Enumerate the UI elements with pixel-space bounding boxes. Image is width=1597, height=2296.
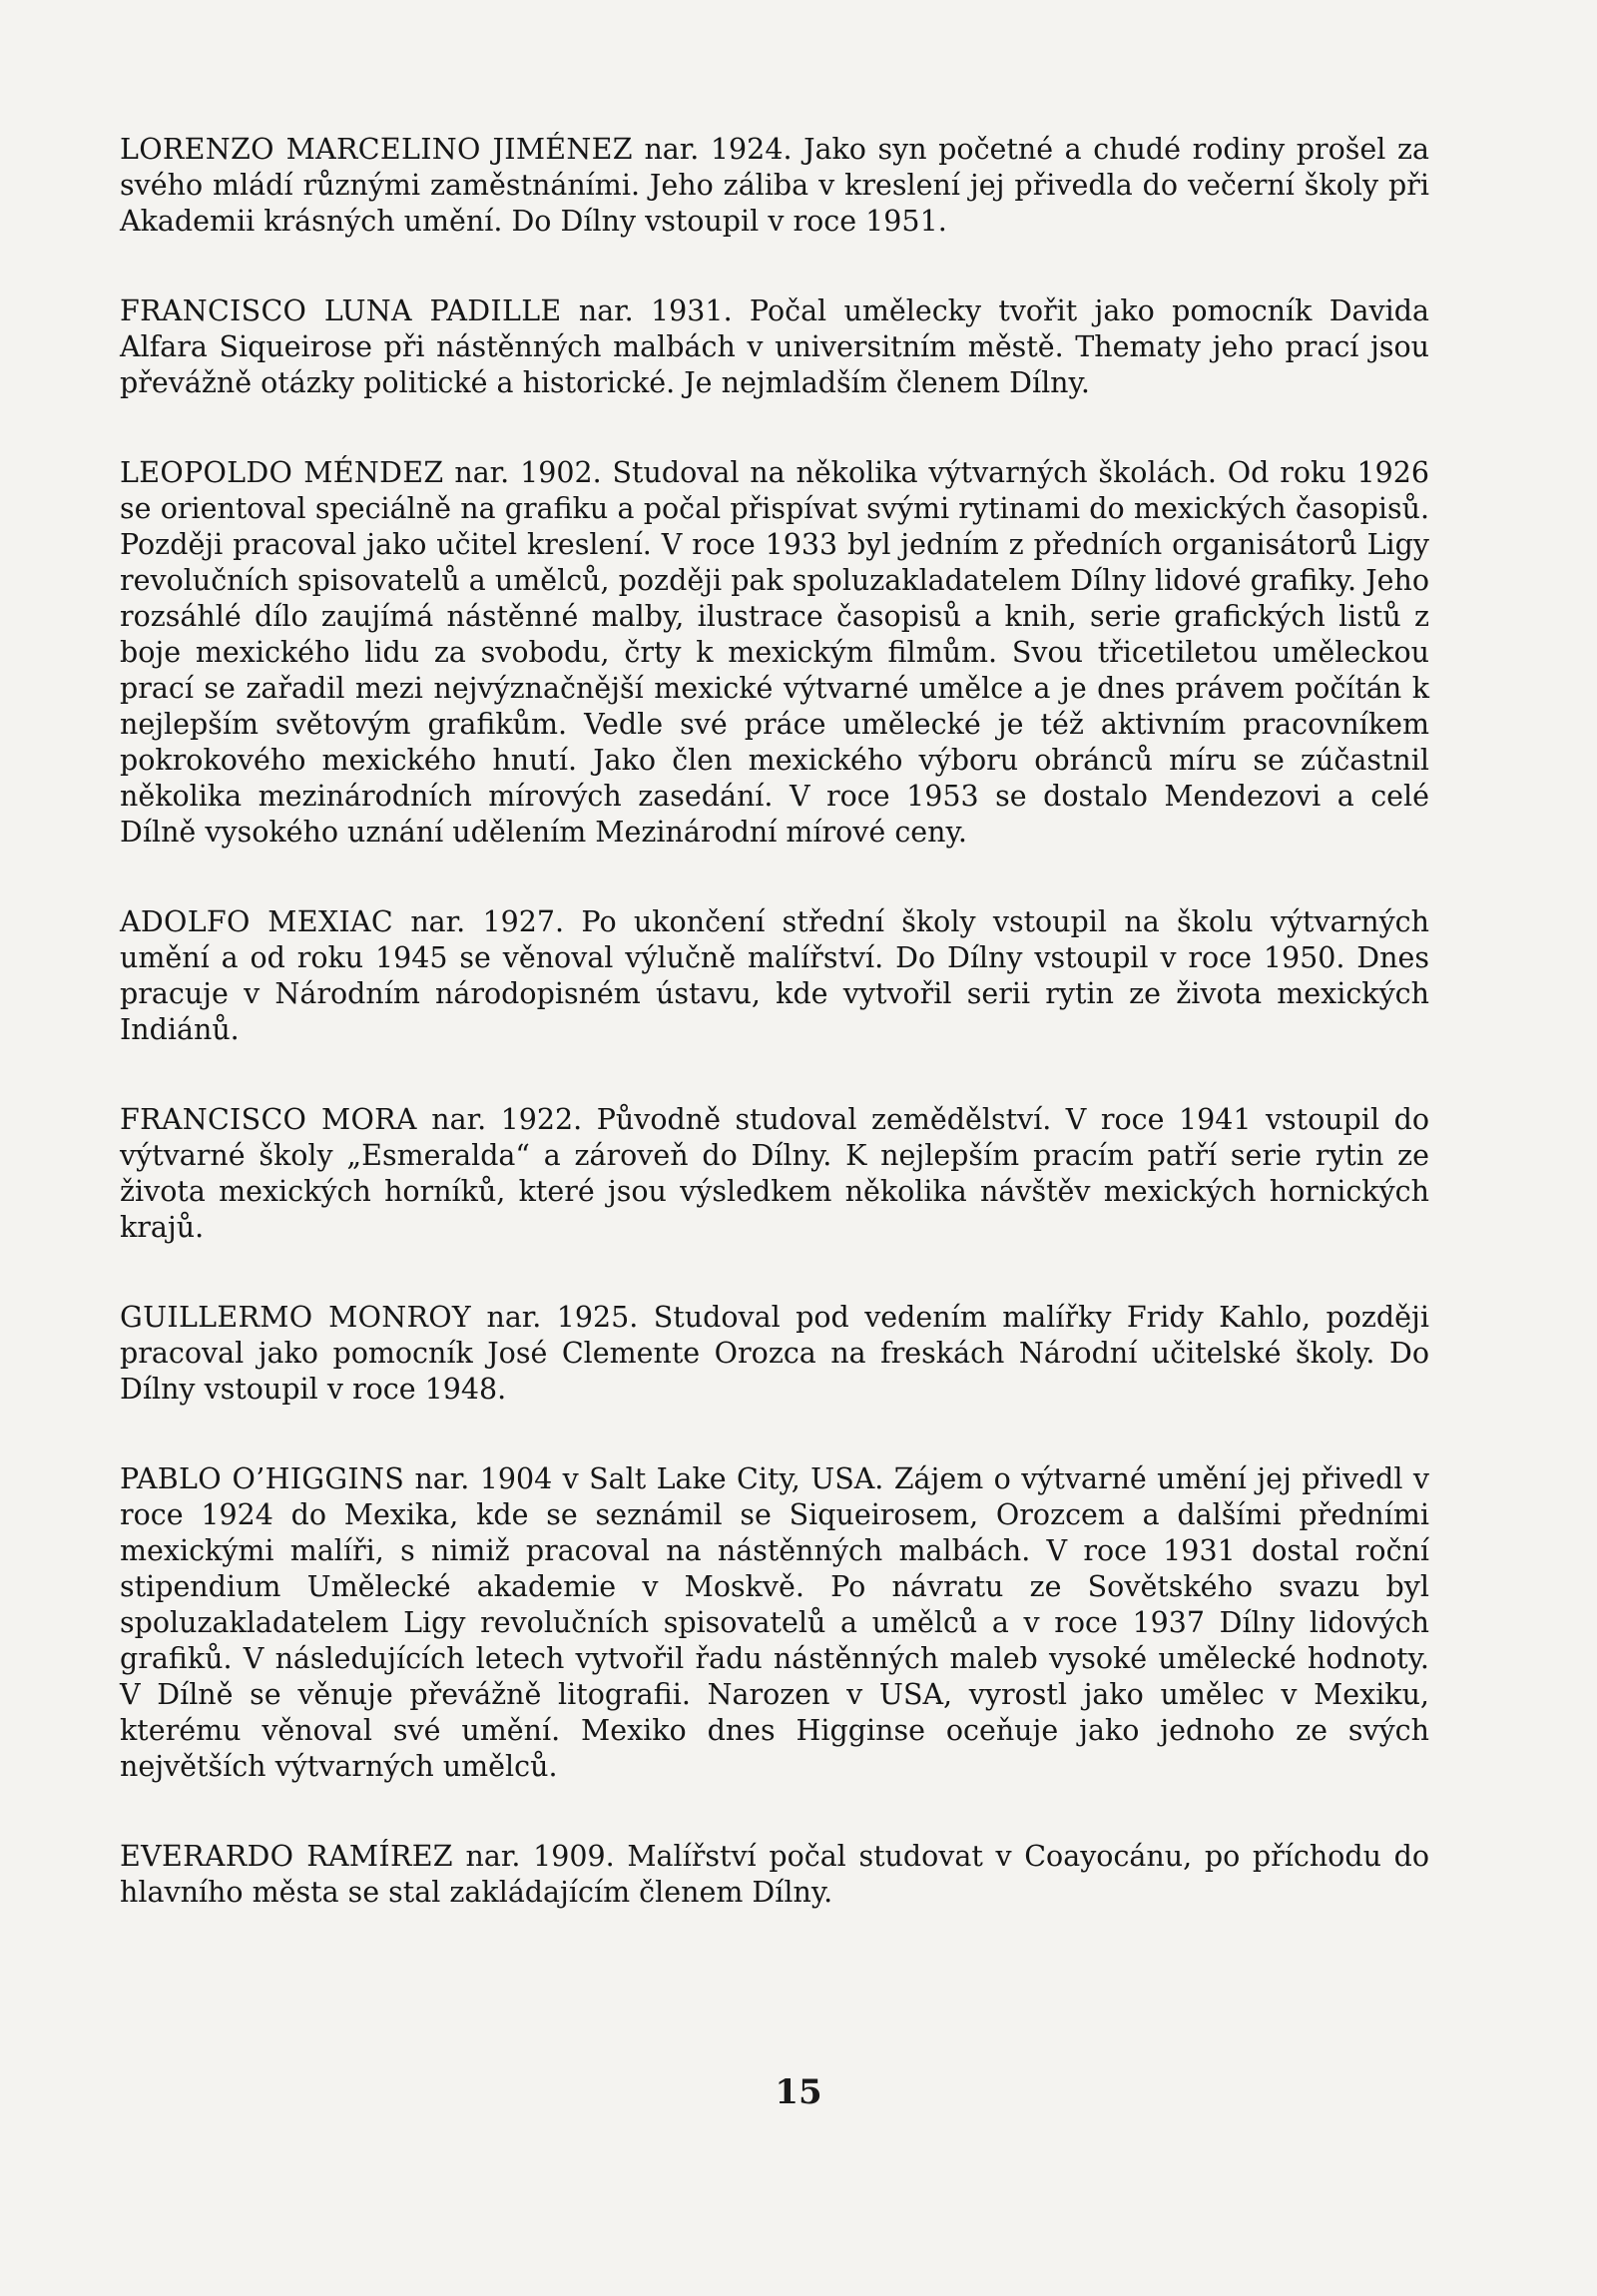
artist-name: EVERARDO RAMÍREZ (120, 1840, 453, 1873)
entry-francisco-luna-padille (120, 293, 1429, 401)
artist-name: LORENZO MARCELINO JIMÉNEZ (120, 133, 633, 166)
entry-pablo-ohiggins (120, 1461, 1429, 1785)
artist-biography: nar. 1931. Počal umělecky tvořit jako pomocník Davida Alfara Siqueirose při nástěnných malbách v universitním městě. Thematy jeho prací jsou převážně otázky politické a historické. Je nejmladším členem Dílny. (120, 294, 1429, 399)
artist-name: FRANCISCO LUNA PADILLE (120, 294, 562, 327)
entry-guillermo-monroy (120, 1300, 1429, 1408)
artist-name: GUILLERMO MONROY (120, 1301, 472, 1334)
page-number: 15 (775, 2072, 822, 2112)
artist-biography: nar. 1927. Po ukončení střední školy vstoupil na školu výtvarných umění a od roku 1945 se věnoval výlučně malířství. Do Dílny vstoupil v roce 1950. Dnes pracuje v Národním národopisném ústavu, kde vytvořil serii rytin ze života mexických Indiánů. (120, 905, 1429, 1046)
entry-lorenzo-marcelino-jimenez (120, 132, 1429, 240)
artist-biography: nar. 1904 v Salt Lake City, USA. Zájem o výtvarné umění jej přivedl v roce 1924 do Mexika, kde se seznámil se Siqueirosem, Orozcem a dalšími předními mexickými malíři, s nimiž pracoval na nástěnných malbách. V roce 1931 dostal roční stipendium Umělecké akademie v Moskvě. Po návratu ze Sovětského svazu byl spoluzakladatelem Ligy revolučních spisovatelů a umělců a v roce 1937 Dílny lidových grafiků. V následujících letech vytvořil řadu nástěnných maleb vysoké umělecké hodnoty. V Dílně se věnuje převážně litografii. Narozen v USA, vyrostl jako umělec v Mexiku, kterému věnoval své umění. Mexiko dnes Higginse oceňuje jako jednoho ze svých největších výtvarných umělců. (120, 1462, 1429, 1783)
artist-biography: nar. 1924. Jako syn početné a chudé rodiny prošel za svého mládí různými zaměstnáními. Jeho záliba v kreslení jej přivedla do večerní školy při Akademii krásných umění. Do Dílny vstoupil v roce 1951. (120, 133, 1429, 238)
artist-biography: nar. 1902. Studoval na několika výtvarných školách. Od roku 1926 se orientoval speciálně na grafiku a počal přispívat svými rytinami do mexických časopisů. Později pracoval jako učitel kreslení. V roce 1933 byl jedním z předních organisátorů Ligy revolučních spisovatelů a umělců, později pak spoluzakladatelem Dílny lidové grafiky. Jeho rozsáhlé dílo zaujímá nástěnné malby, ilustrace časopisů a knih, serie grafických listů z boje mexického lidu za svobodu, črty k mexickým filmům. Svou třicetiletou uměleckou prací se zařadil mezi nejvýznačnější mexické výtvarné umělce a je dnes právem počítán k nejlepším světovým grafikům. Vedle své práce umělecké je též aktivním pracovníkem pokrokového mexického hnutí. Jako člen mexického výboru obránců míru se zúčastnil několika mezinárodních mírových zasedání. V roce 1953 se dostalo Mendezovi a celé Dílně vysokého uznání udělením Mezinárodní mírové ceny. (120, 456, 1429, 849)
artist-biography: nar. 1925. Studoval pod vedením malířky Fridy Kahlo, později pracoval jako pomocník José Clemente Orozca na freskách Národní učitelské školy. Do Dílny vstoupil v roce 1948. (120, 1301, 1429, 1406)
entry-everardo-ramirez (120, 1839, 1429, 1911)
artist-biography: nar. 1922. Původně studoval zemědělství. V roce 1941 vstoupil do výtvarné školy „Esmeralda“ a zároveň do Dílny. K nejlepším pracím patří serie rytin ze života mexických horníků, které jsou výsledkem několika návštěv mexických hornických krajů. (120, 1103, 1429, 1244)
artist-name: PABLO O’HIGGINS (120, 1462, 405, 1495)
artist-name: FRANCISCO MORA (120, 1103, 417, 1136)
entry-leopoldo-mendez (120, 455, 1429, 851)
biography-list (120, 132, 1429, 1911)
artist-name: ADOLFO MEXIAC (120, 905, 393, 938)
artist-name: LEOPOLDO MÉNDEZ (120, 456, 444, 489)
entry-adolfo-mexiac (120, 904, 1429, 1048)
artist-biography: nar. 1909. Malířství počal studovat v Coayocánu, po příchodu do hlavního města se stal zakládajícím členem Dílny. (120, 1840, 1429, 1909)
entry-francisco-mora (120, 1102, 1429, 1246)
